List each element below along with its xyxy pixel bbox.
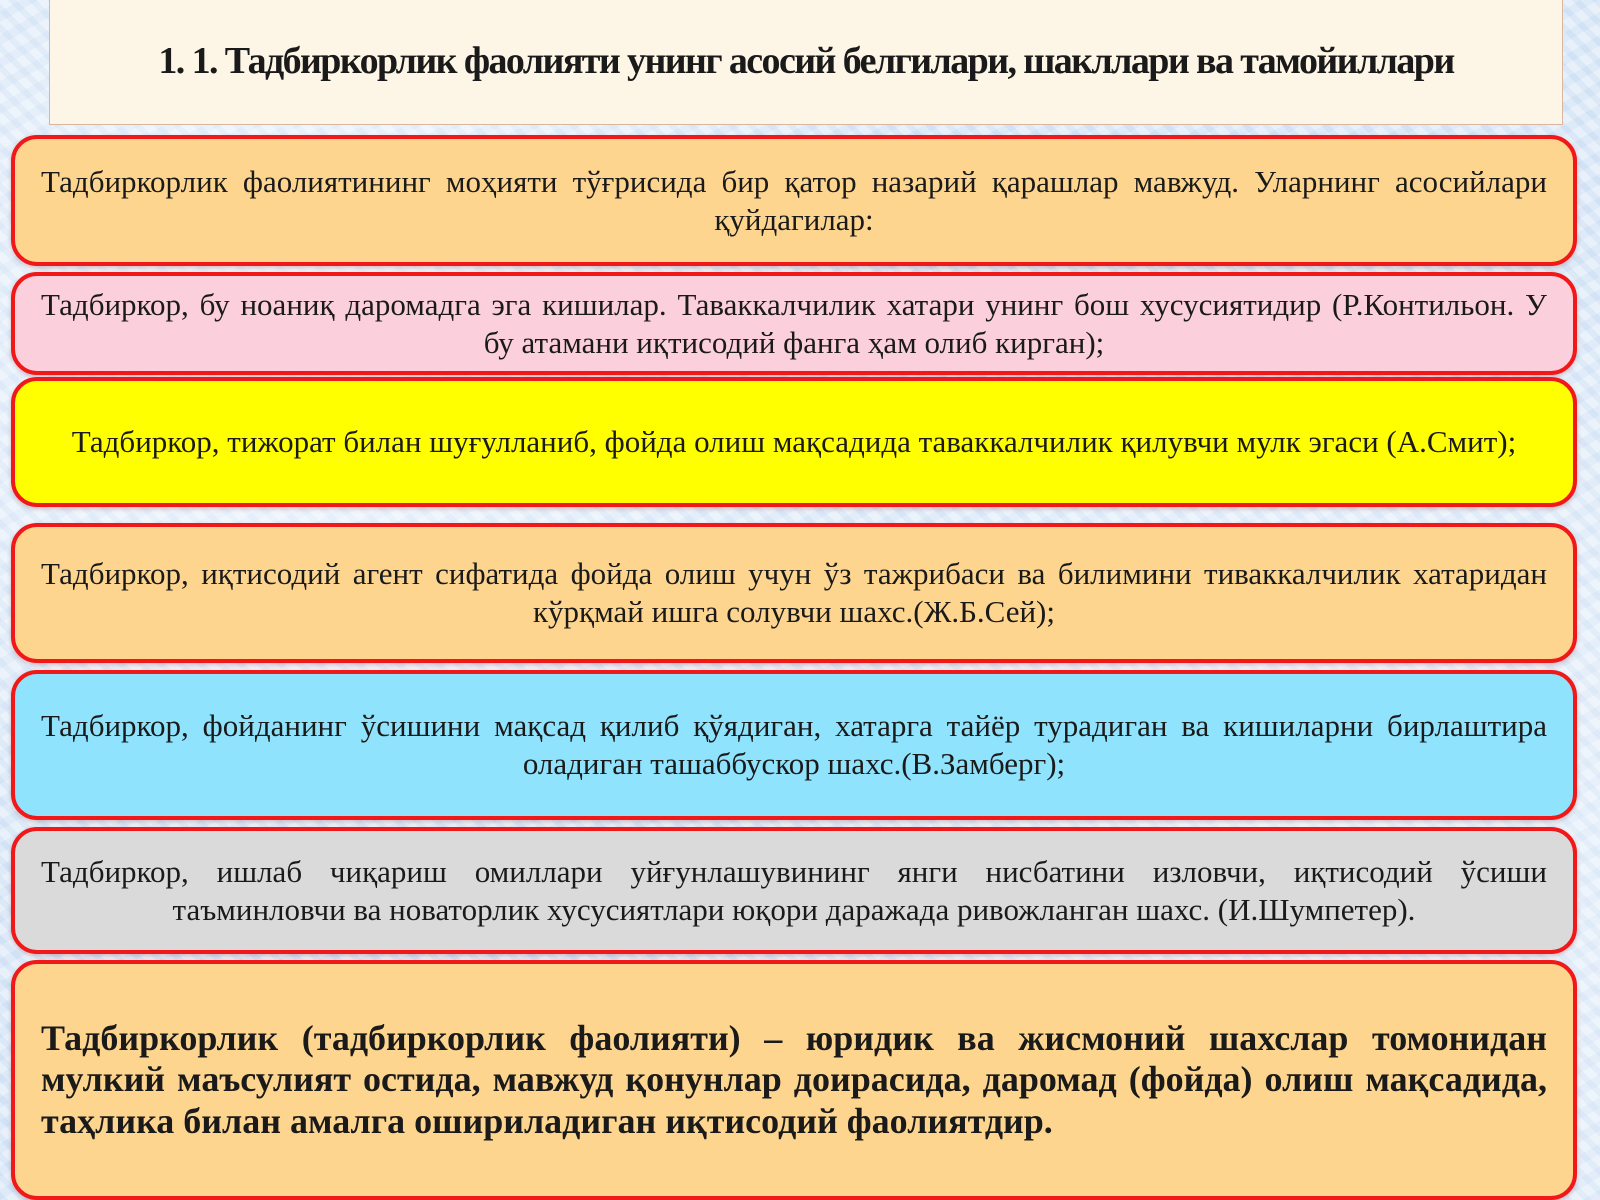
smith-text: Тадбиркор, тижорат билан шуғулланиб, фойда олиш мақсадида таваккалчилик қилувчи мулк эгаси (А.Смит); <box>71 424 1517 460</box>
intro-text: Тадбиркорлик фаолиятининг моҳияти тўғрисида бир қатор назарий қарашлар мавжуд. Уларнинг асосийлари қуйдагилар: <box>41 163 1547 237</box>
schumpeter-text: Тадбиркор, ишлаб чиқариш омиллари уйғунлашувининг янги нисбатини изловчи, иқтисодий ўсиши таъминловчи ва новаторлик хусусиятлари юқори даражада ривожланган шахс. (И.Шумпетер). <box>41 853 1547 927</box>
definition-card-kontilon <box>11 272 1577 375</box>
definition-card-smith <box>11 377 1577 507</box>
definition-card-say <box>11 523 1577 663</box>
main-definition-card <box>11 960 1577 1200</box>
definition-card-zamberg <box>11 670 1577 820</box>
zamberg-text: Тадбиркор, фойданинг ўсишини мақсад қилиб қўядиган, хатарга тайёр турадиган ва кишиларни бирлаштира оладиган ташаббускор шахс.(В.Замберг); <box>41 708 1547 781</box>
intro-card <box>11 135 1577 266</box>
kontilon-text: Тадбиркор, бу ноаниқ даромадга эга кишилар. Таваккалчилик хатари унинг бош хусусиятидир (Р.Контильон. У бу атамани иқтисодий фанга ҳам олиб кирган); <box>41 286 1547 360</box>
say-text: Тадбиркор, иқтисодий агент сифатида фойда олиш учун ўз тажрибаси ва билимини тиваккалчилик хатаридан кўрқмай ишга солувчи шахс.(Ж.Б.Сей); <box>41 556 1547 629</box>
definition-card-schumpeter <box>11 827 1577 954</box>
slide-title: 1. 1. Тадбиркорлик фаолияти унинг асосий белгилари, шакллари ва тамойиллари <box>158 40 1454 83</box>
title-box <box>49 0 1563 125</box>
main-definition-text: Тадбиркорлик (тадбиркорлик фаолияти) – юридик ва жисмоний шахслар томонидан мулкий маъсулият остида, мавжуд қонунлар доирасида, даромад (фойда) олиш мақсадида, таҳлика билан амалга ошириладиган иқтисодий фаолиятдир. <box>41 1017 1547 1141</box>
